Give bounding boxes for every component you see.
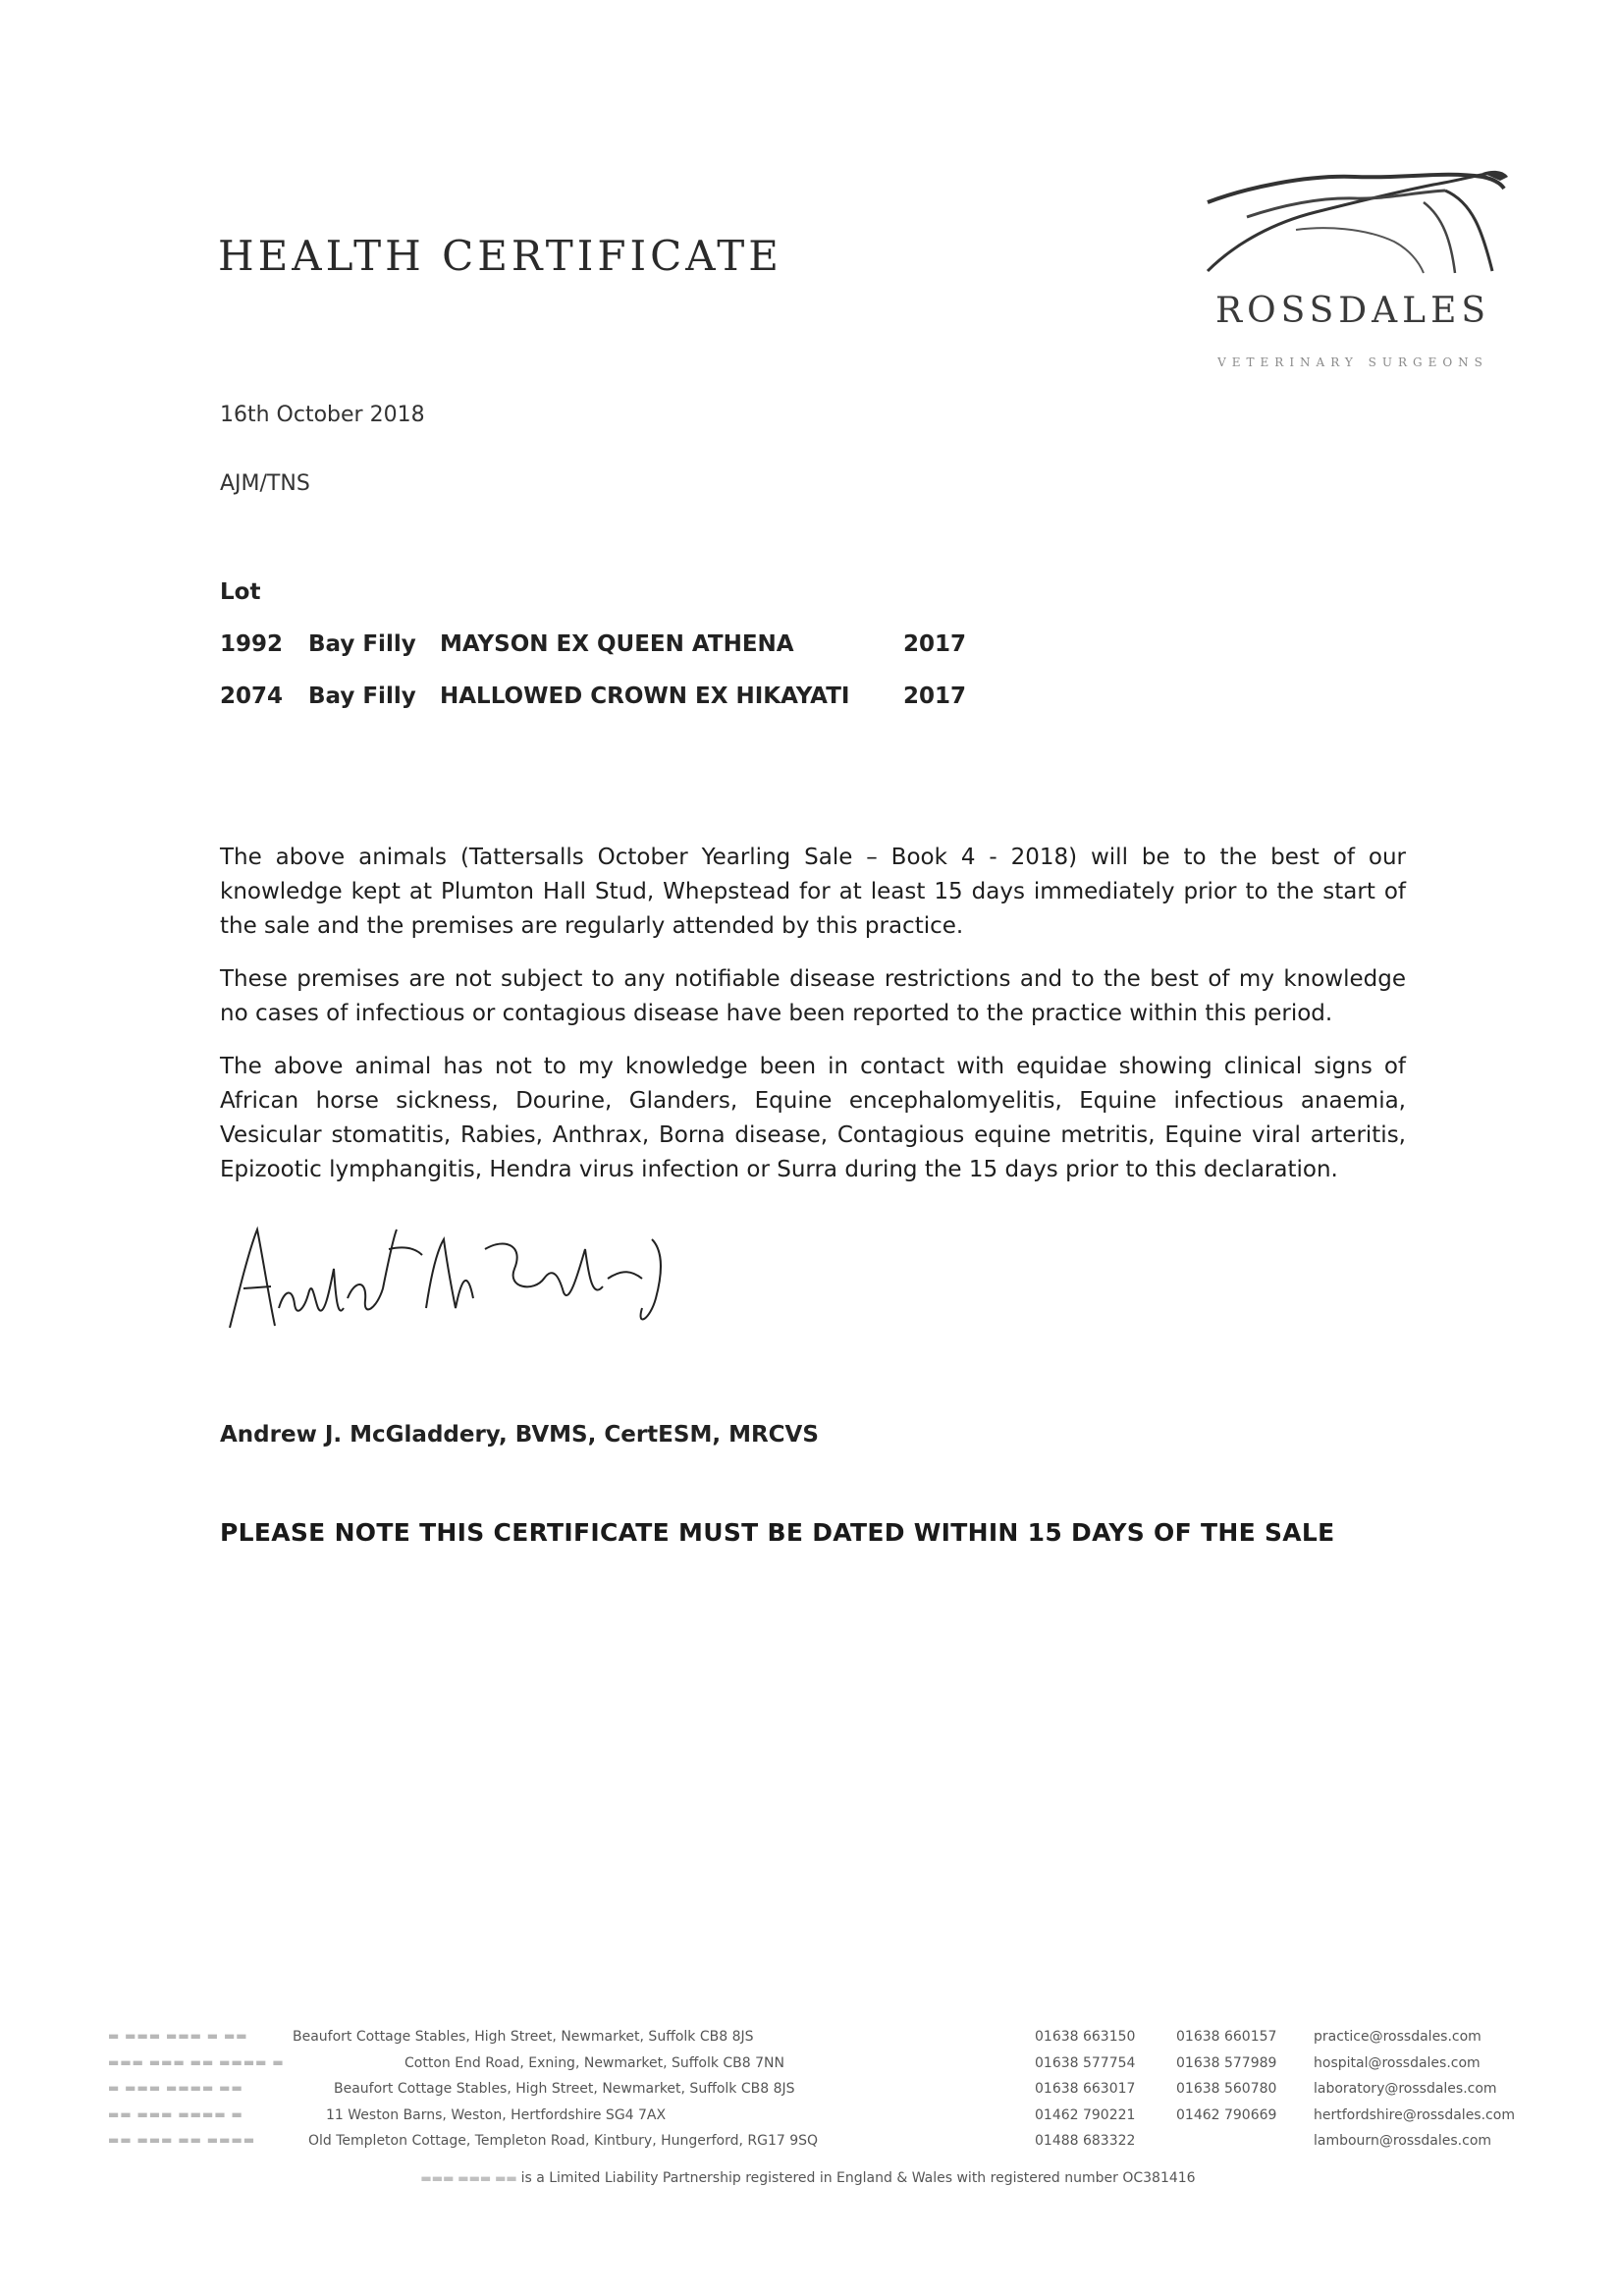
logo-subtitle: VETERINARY SURGEONS xyxy=(1217,355,1488,369)
list-item xyxy=(108,2081,1561,2107)
document-reference: AJM/TNS xyxy=(220,471,310,496)
faded-label: ▬ ▬▬▬ ▬▬▬ ▬ ▬▬ xyxy=(108,2029,248,2043)
lot-number: 1992 xyxy=(220,631,284,657)
footer-tel: 01638 663017 xyxy=(1035,2081,1136,2097)
list-item xyxy=(108,2107,1561,2134)
faded-label: ▬▬ ▬▬▬ ▬▬ ▬▬▬▬ xyxy=(108,2133,256,2147)
footer-tel: 01488 683322 xyxy=(1035,2133,1136,2149)
footer-tel: 01462 790221 xyxy=(1035,2106,1136,2123)
footer-email: practice@rossdales.com xyxy=(1314,2029,1481,2045)
lot-year: 2017 xyxy=(903,683,967,709)
footer-fax: 01638 660157 xyxy=(1176,2029,1277,2045)
logo-name: ROSSDALES xyxy=(1214,291,1491,331)
lot-colour: Bay Filly xyxy=(308,683,416,709)
footer-tel: 01638 577754 xyxy=(1035,2054,1136,2071)
paragraph-equidae-contact: The above animal has not to my knowledge been in contact with equidae showing clinical signs of African horse sickness, Dourine, Glanders, Equine encephalomyelitis, Equine infectious anaemia, Vesicular stomatitis, Rabies, Anthrax, Borna disease, Contagious equine metritis, Equine viral arteritis, Epizootic lymphangitis, Hendra virus infection or Surra during the 15 days prior to this declaration. xyxy=(220,1054,1406,1182)
lot-year: 2017 xyxy=(903,631,967,657)
footer-address: Beaufort Cottage Stables, High Street, Newmarket, Suffolk CB8 8JS xyxy=(334,2081,795,2097)
footer-address: Beaufort Cottage Stables, High Street, Newmarket, Suffolk CB8 8JS xyxy=(293,2029,754,2045)
lot-number: 2074 xyxy=(220,683,284,709)
faded-label: ▬ ▬▬▬ ▬▬▬▬ ▬▬ xyxy=(108,2081,243,2095)
lot-colour: Bay Filly xyxy=(308,631,416,657)
footer-address: 11 Weston Barns, Weston, Hertfordshire SG4 7AX xyxy=(326,2106,667,2123)
legal-text: is a Limited Liability Partnership registered in England & Wales with registered number OC381416 xyxy=(520,2170,1196,2186)
lot-name: MAYSON EX QUEEN ATHENA xyxy=(440,631,794,657)
faded-label: ▬▬ ▬▬▬ ▬▬▬▬ ▬ xyxy=(108,2106,243,2121)
document-date: 16th October 2018 xyxy=(220,403,425,427)
footer-address: Cotton End Road, Exning, Newmarket, Suffolk CB8 7NN xyxy=(404,2054,784,2071)
rossdales-logo xyxy=(1188,163,1512,389)
list-item xyxy=(108,2133,1561,2159)
footer-email: lambourn@rossdales.com xyxy=(1314,2133,1492,2149)
footer-fax: 01462 790669 xyxy=(1176,2106,1277,2123)
lot-header: Lot xyxy=(220,579,261,605)
dating-notice: PLEASE NOTE THIS CERTIFICATE MUST BE DATED WITHIN 15 DAYS OF THE SALE xyxy=(220,1518,1335,1547)
page-title: HEALTH CERTIFICATE xyxy=(218,232,782,280)
footer-fax: 01638 577989 xyxy=(1176,2054,1277,2071)
footer-contacts xyxy=(108,2029,1561,2159)
galloping-horse-logo-icon xyxy=(1188,163,1512,281)
footer-email: laboratory@rossdales.com xyxy=(1314,2081,1497,2097)
lot-name: HALLOWED CROWN EX HIKAYATI xyxy=(440,683,850,709)
faded-label: ▬▬▬ ▬▬▬ ▬▬ ▬▬▬▬ ▬ xyxy=(108,2054,285,2069)
footer-address: Old Templeton Cottage, Templeton Road, Kintbury, Hungerford, RG17 9SQ xyxy=(308,2133,819,2149)
signer-name: Andrew J. McGladdery, BVMS, CertESM, MRCVS xyxy=(220,1422,819,1448)
footer-fax: 01638 560780 xyxy=(1176,2081,1277,2097)
footer-email: hertfordshire@rossdales.com xyxy=(1314,2106,1515,2123)
footer-legal xyxy=(0,2170,1616,2186)
footer-tel: 01638 663150 xyxy=(1035,2029,1136,2045)
handwritten-signature xyxy=(220,1210,672,1357)
list-item xyxy=(108,2055,1561,2082)
list-item xyxy=(108,2029,1561,2055)
paragraph-sale-premises: The above animals (Tattersalls October Yearling Sale – Book 4 - 2018) will be to the best of our knowledge kept at Plumton Hall Stud, Whepstead for at least 15 days immediately prior to the start of the sale and the premises are regularly attended by this practice. xyxy=(220,845,1406,939)
faded-label: ▬▬▬ ▬▬▬ ▬▬ xyxy=(420,2171,521,2185)
paragraph-disease-restrictions: These premises are not subject to any notifiable disease restrictions and to the best of my knowledge no cases of infectious or contagious disease have been reported to the practice within this period. xyxy=(220,966,1406,1026)
footer-email: hospital@rossdales.com xyxy=(1314,2054,1481,2071)
